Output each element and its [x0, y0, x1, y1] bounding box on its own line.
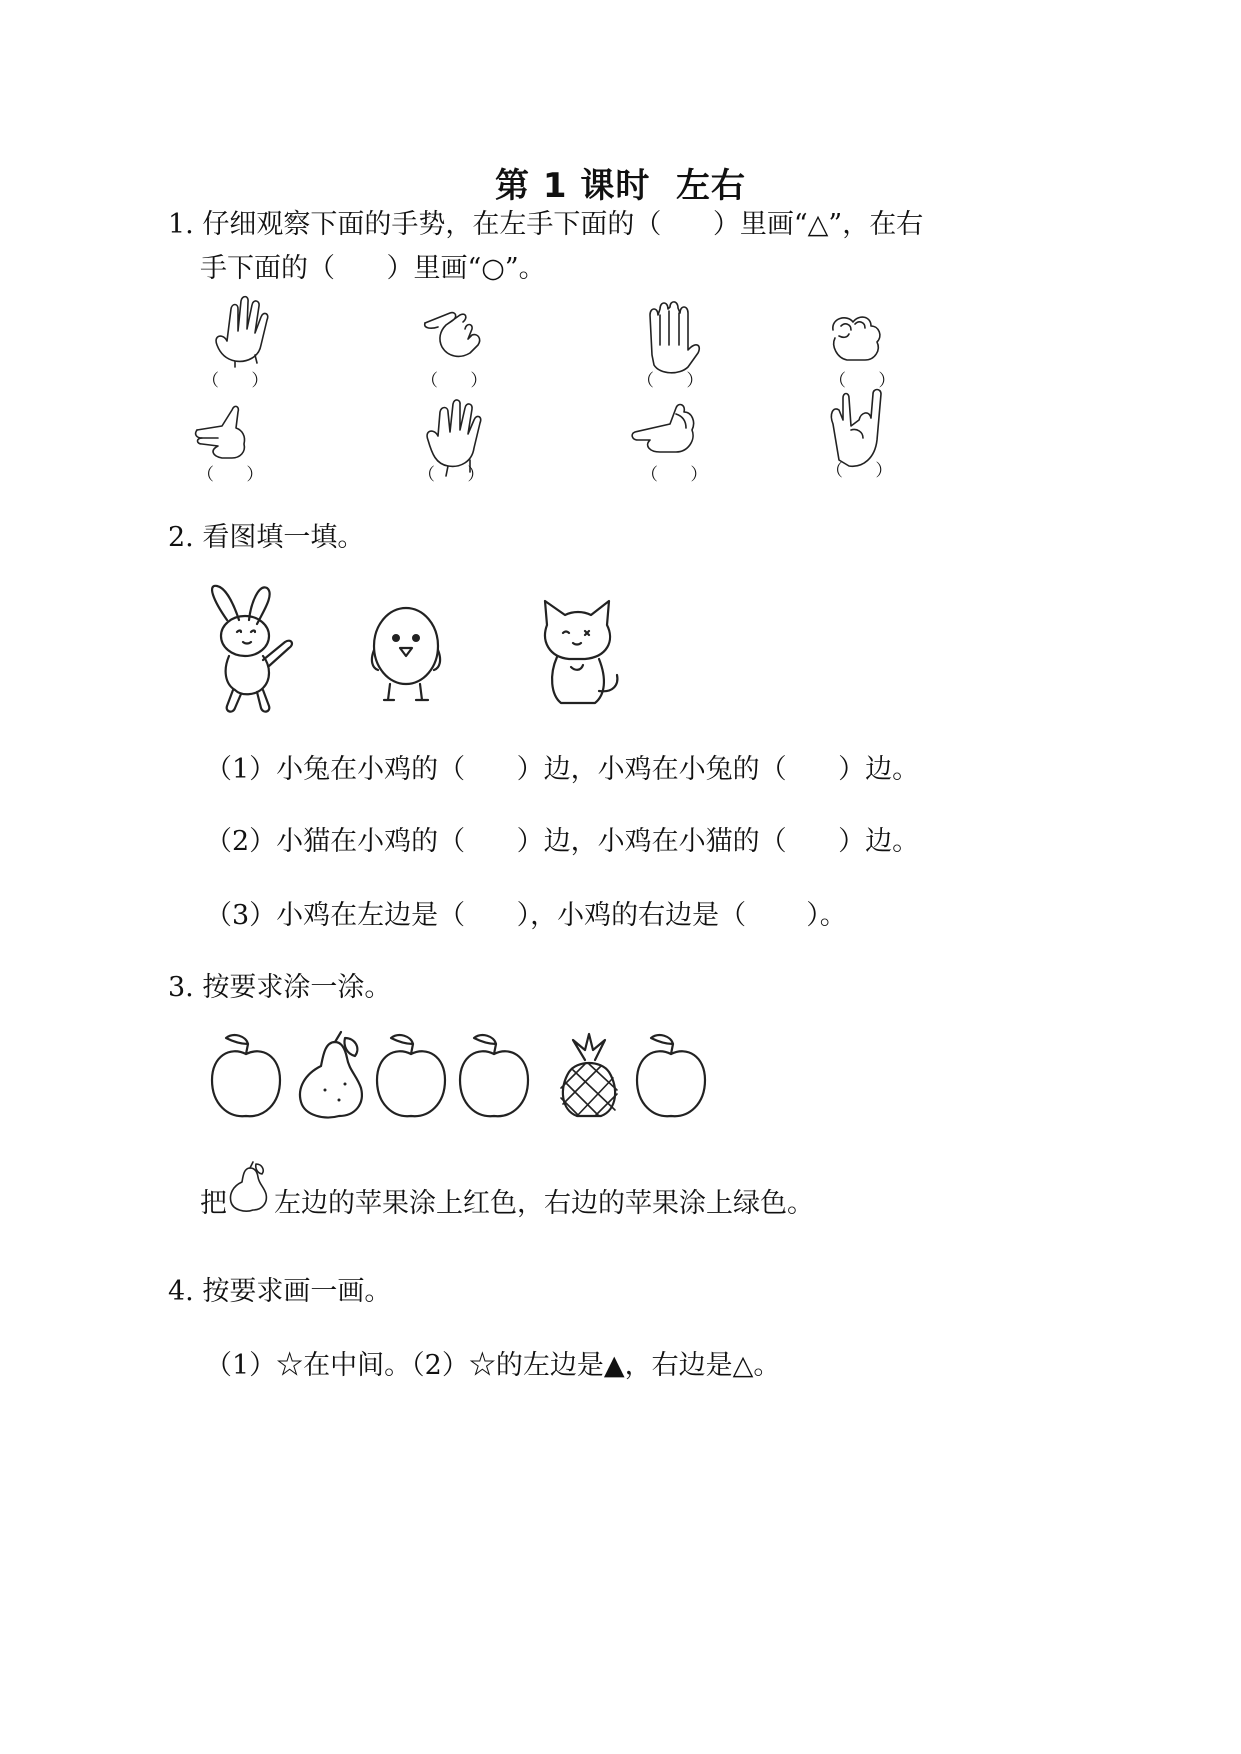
pineapple-icon — [561, 1034, 617, 1116]
hand-1-answer[interactable]: （ ） — [202, 371, 269, 391]
fist-hand-icon — [833, 317, 880, 360]
hand-8-answer[interactable]: （ ） — [826, 461, 893, 481]
thumb-left-hand-icon — [632, 405, 693, 452]
question-3-text: 3. 按要求涂一涂。 — [168, 972, 392, 1003]
rabbit-icon — [212, 586, 292, 712]
question-4-sub: （1）☆在中间。（2）☆的左边是▲，右边是△。 — [205, 1350, 781, 1381]
question-2-sub-2: （2）小猫在小鸡的（ ）边，小鸡在小猫的（ ）边。 — [205, 826, 920, 857]
pointing-hand-icon — [425, 313, 480, 357]
question-1-text-line2: 手下面的（ ）里画“○”。 — [200, 253, 546, 284]
hand-3-answer[interactable]: （ ） — [637, 371, 704, 391]
hand-7-answer[interactable]: （ ） — [641, 465, 708, 485]
apple-icon-4 — [637, 1035, 705, 1116]
chick-icon — [372, 608, 440, 700]
question-2-text: 2. 看图填一填。 — [168, 522, 365, 553]
question-3-instruction-prefix: 把 — [200, 1188, 227, 1219]
flat-hand-icon — [650, 302, 699, 373]
fruits-row — [200, 1030, 720, 1125]
question-4-text: 4. 按要求画一画。 — [168, 1276, 392, 1307]
pear-icon — [300, 1032, 362, 1117]
rock-sign-hand-icon — [831, 390, 881, 467]
page-title: 第 1 课时 左右 — [494, 166, 746, 206]
question-2-sub-1: （1）小兔在小鸡的（ ）边，小鸡在小兔的（ ）边。 — [205, 754, 920, 785]
hand-4-answer[interactable]: （ ） — [829, 371, 896, 391]
open-hand-icon — [216, 297, 268, 367]
question-3-instruction: 左边的苹果涂上红色，右边的苹果涂上绿色。 — [274, 1188, 814, 1219]
hand-2-answer[interactable]: （ ） — [421, 371, 488, 391]
apple-icon-3 — [460, 1035, 528, 1116]
pointing-left-hand-icon — [196, 406, 245, 458]
hand-6-answer[interactable]: （ ） — [418, 465, 485, 485]
apple-icon — [212, 1035, 280, 1116]
question-1-text-line1: 1. 仔细观察下面的手势，在左手下面的（ ）里画“△”，在右 — [168, 209, 924, 240]
pear-inline-icon — [228, 1158, 272, 1214]
question-2-sub-3: （3）小鸡在左边是（ ），小鸡的右边是（ ）。 — [205, 900, 847, 931]
hand-5-answer[interactable]: （ ） — [197, 465, 264, 485]
animals-illustration — [195, 575, 635, 720]
hand-gestures-panel — [170, 290, 940, 490]
apple-icon-2 — [377, 1035, 445, 1116]
cat-icon — [545, 601, 617, 703]
